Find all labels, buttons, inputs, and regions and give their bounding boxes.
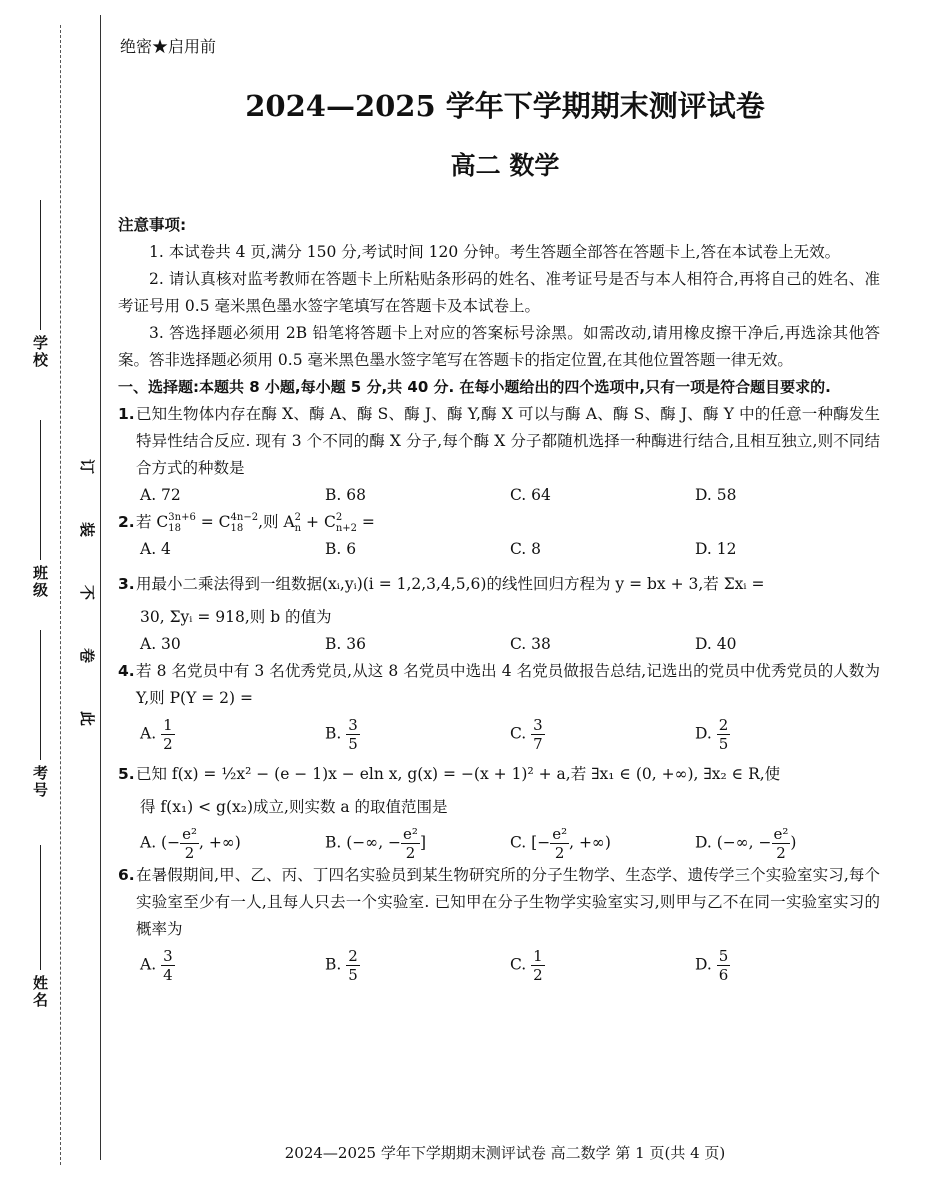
option-a[interactable]: A. 72 — [140, 486, 181, 504]
seal-char: 不 — [78, 584, 97, 601]
option-b[interactable]: B. (−∞, − $\frac{\text{e²}}{2}$ ] — [325, 825, 426, 862]
question-number: 3. — [118, 575, 135, 593]
option-d[interactable]: D. $\frac{5}{6}$ — [695, 947, 729, 984]
seal-char: 卷 — [78, 647, 97, 664]
page-title: 2024—2025 学年下学期期末测评试卷 — [245, 89, 765, 123]
question-number: 1. — [118, 405, 135, 423]
option-b[interactable]: B. 68 — [325, 486, 366, 504]
option-d[interactable]: D. 12 — [695, 540, 737, 558]
exam-no-label: 考号 — [31, 765, 49, 799]
option-c[interactable]: C. [− $\frac{\text{e²}}{2}$ , +∞) — [510, 825, 611, 862]
confidential-mark: 绝密★启用前 — [120, 37, 217, 56]
question-text: 在暑假期间,甲、乙、丙、丁四名实验员到某生物研究所的分子生物学、生态学、遗传学三个实验室实习,每个实验室至少有一人,且每人只去一个实验室. 已知甲在分子生物学实验室实习,则甲与乙不在同一实验室实习的概率为 — [136, 866, 880, 938]
option-c[interactable]: C. $\frac{1}{2}$ — [510, 947, 543, 984]
school-label: 学校 — [31, 335, 49, 369]
option-a[interactable]: A. (− $\frac{\text{e²}}{2}$ , +∞) — [140, 825, 241, 862]
question-3 — [118, 571, 880, 598]
page-subtitle: 高二 数学 — [450, 151, 560, 180]
question-2 — [118, 509, 880, 536]
notice-heading: 注意事项: — [118, 216, 187, 234]
notice-item: 1. 本试卷共 4 页,满分 150 分,考试时间 120 分钟。考生答题全部答在答题卡上,答在本试卷上无效。 — [149, 243, 841, 261]
options-row — [118, 536, 880, 563]
option-b[interactable]: B. $\frac{3}{5}$ — [325, 716, 358, 753]
option-d[interactable]: D. 40 — [695, 635, 737, 653]
option-a[interactable]: A. 30 — [140, 635, 181, 653]
options-row — [118, 716, 880, 753]
name-field-line[interactable] — [40, 845, 41, 970]
question-number: 6. — [118, 866, 135, 884]
question-number: 5. — [118, 765, 135, 783]
binding-solid-line — [100, 15, 101, 1160]
class-field-line[interactable] — [40, 420, 41, 560]
question-6 — [118, 862, 880, 943]
option-c[interactable]: C. 38 — [510, 635, 551, 653]
question-text: 若 C 3n+6 18 = C 4n−2 18 ,则 A 2 n + C 2 n+2 = — [136, 512, 375, 534]
question-text-line: 已知 f(x) = ½x² − (e − 1)x − eln x, g(x) = −(x + 1)² + a,若 ∃x₁ ∈ (0, +∞), ∃x₂ ∈ R,使 — [136, 765, 781, 783]
option-b[interactable]: B. 6 — [325, 540, 357, 558]
options-row — [118, 947, 880, 984]
options-row — [118, 825, 880, 862]
page-footer: 2024—2025 学年下学期期末测评试卷 高二数学 第 1 页(共 4 页) — [284, 1144, 726, 1162]
option-b[interactable]: B. $\frac{2}{5}$ — [325, 947, 358, 984]
notice-item: 2. 请认真核对监考教师在答题卡上所粘贴条形码的姓名、准考证号是否与本人相符合,再将自己的姓名、准考证号用 0.5 毫米黑色墨水签字笔填写在答题卡及本试卷上。 — [118, 270, 880, 315]
question-text: 若 8 名党员中有 3 名优秀党员,从这 8 名党员中选出 4 名党员做报告总结,记选出的党员中优秀党员的人数为 Y,则 P(Y = 2) = — [136, 662, 880, 707]
question-text-line: 用最小二乘法得到一组数据(xᵢ,yᵢ)(i = 1,2,3,4,5,6)的线性回归方程为 y = bx + 3,若 Σxᵢ = — [136, 575, 765, 593]
binding-dashed-line — [60, 25, 61, 1165]
school-field-line[interactable] — [40, 200, 41, 330]
question-1 — [118, 401, 880, 482]
option-c[interactable]: C. $\frac{3}{7}$ — [510, 716, 543, 753]
options-row — [118, 631, 880, 658]
exam-no-field-line[interactable] — [40, 630, 41, 760]
option-a[interactable]: A. $\frac{1}{2}$ — [140, 716, 173, 753]
option-d[interactable]: D. (−∞, − $\frac{\text{e²}}{2}$ ) — [695, 825, 797, 862]
class-label: 班级 — [31, 565, 49, 599]
question-number: 2. — [118, 513, 135, 531]
notice-item: 3. 答选择题必须用 2B 铅笔将答题卡上对应的答案标号涂黑。如需改动,请用橡皮擦干净后,再选涂其他答案。答非选择题必须用 0.5 毫米黑色墨水签字笔写在答题卡的指定位置,在其他位置答题一律无效。 — [118, 324, 880, 369]
option-c[interactable]: C. 64 — [510, 486, 551, 504]
option-d[interactable]: D. 58 — [695, 486, 737, 504]
question-text-line: 得 f(x₁) < g(x₂)成立,则实数 a 的取值范围是 — [140, 798, 448, 816]
seal-char: 订 — [78, 458, 97, 475]
option-b[interactable]: B. 36 — [325, 635, 366, 653]
question-4 — [118, 658, 880, 712]
option-a[interactable]: A. $\frac{3}{4}$ — [140, 947, 173, 984]
question-text-line: 30, Σyᵢ = 918,则 b 的值为 — [140, 608, 332, 626]
seal-char: 此 — [78, 710, 97, 727]
option-a[interactable]: A. 4 — [140, 540, 171, 558]
option-d[interactable]: D. $\frac{2}{5}$ — [695, 716, 729, 753]
name-label: 姓名 — [31, 975, 49, 1009]
options-row — [118, 482, 880, 509]
question-number: 4. — [118, 662, 135, 680]
question-5 — [118, 761, 880, 788]
seal-char: 装 — [78, 521, 97, 538]
exam-content — [118, 212, 880, 984]
option-c[interactable]: C. 8 — [510, 540, 542, 558]
question-text: 已知生物体内存在酶 X、酶 A、酶 S、酶 J、酶 Y,酶 X 可以与酶 A、酶 S、酶 J、酶 Y 中的任意一种酶发生特异性结合反应. 现有 3 个不同的酶 X 分子,每个酶 X 分子都随机选择一种酶进行结合,且相互独立,则不同结合方式的种数是 — [136, 405, 880, 477]
section-heading: 一、选择题:本题共 8 小题,每小题 5 分,共 40 分. 在每小题给出的四个选项中,只有一项是符合题目要求的. — [118, 378, 831, 396]
